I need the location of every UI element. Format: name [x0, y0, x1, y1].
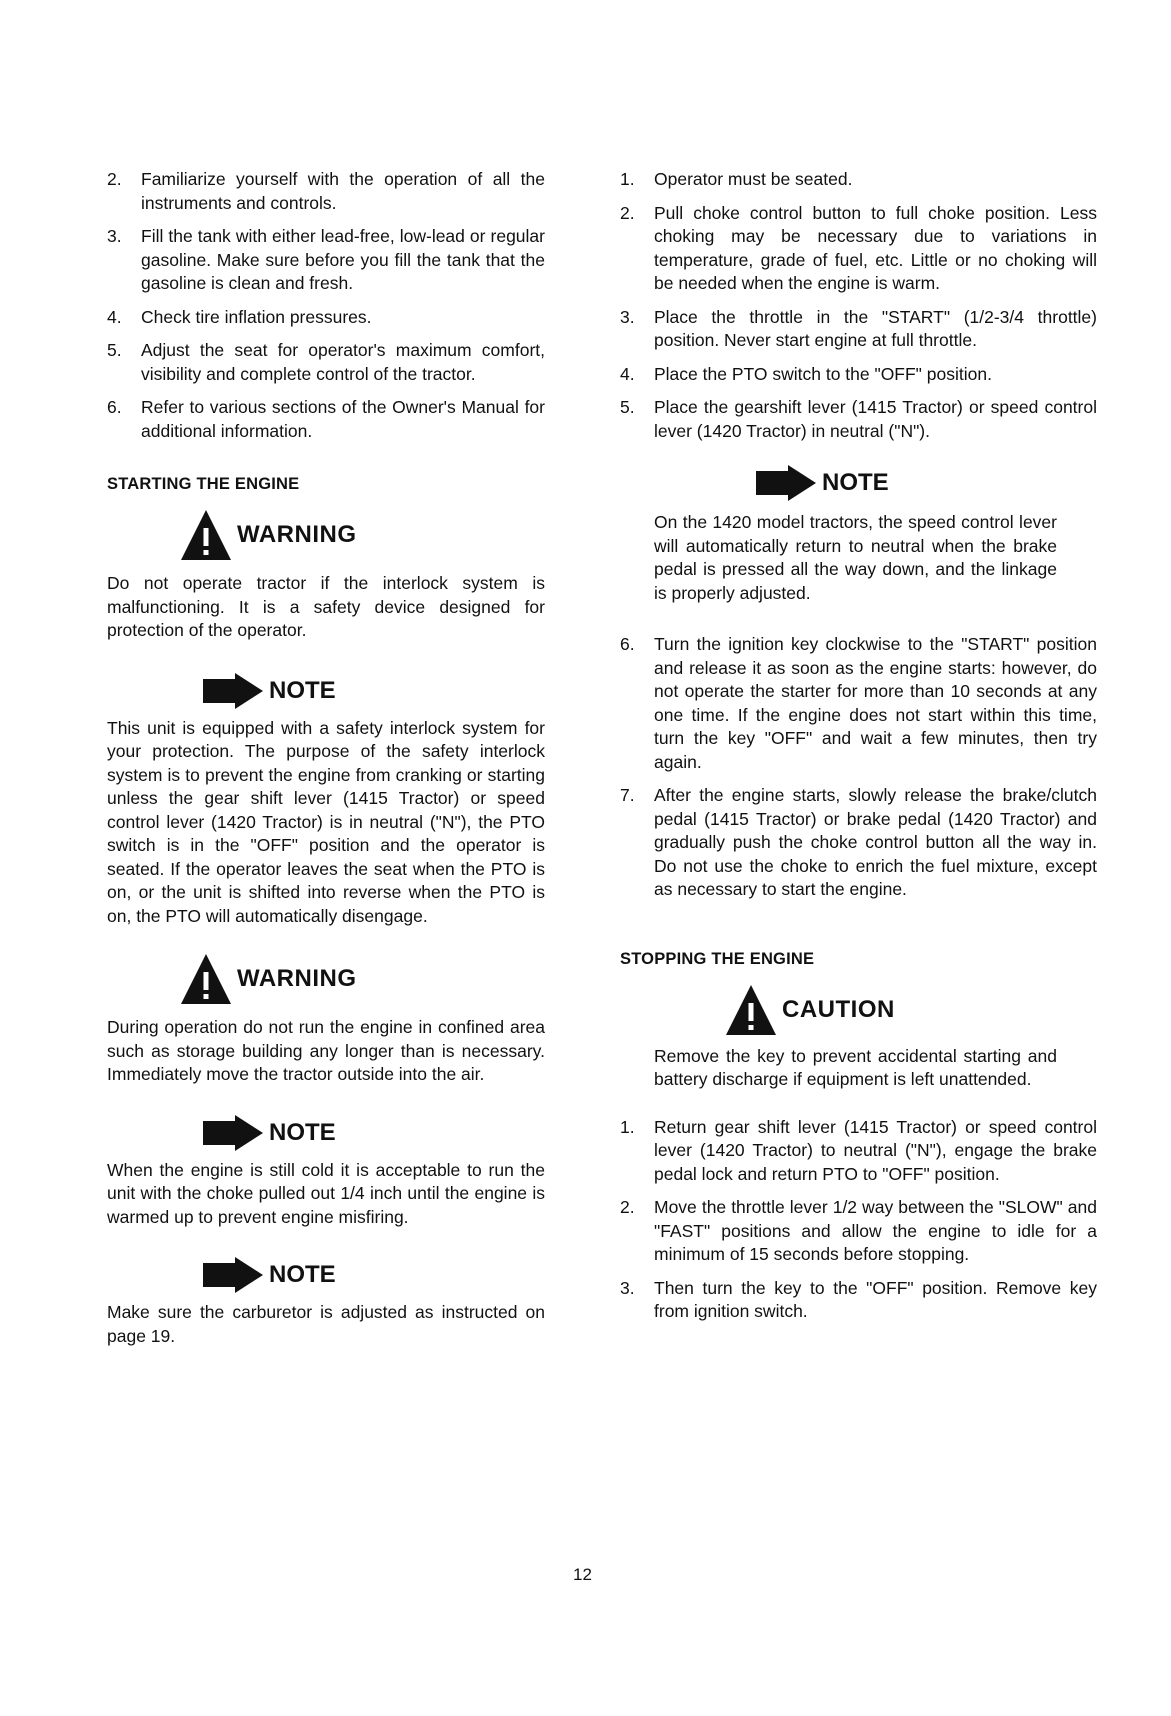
caution-text: Remove the key to prevent accidental starting and battery discharge if equipment is left unattended.: [654, 1045, 1057, 1089]
list-item: 5. Adjust the seat for operator's maximum comfort, visibility and complete control of the tractor.: [107, 340, 545, 384]
note-callout: [203, 673, 545, 709]
warning-callout: [179, 952, 545, 1006]
list-item: 3. Place the throttle in the "START" (1/2-3/4 throttle) position. Never start engine at full throttle.: [620, 306, 1097, 350]
caution-callout: [724, 983, 1097, 1037]
note-text: This unit is equipped with a safety interlock system for your protection. The purpose of the safety interlock system is to prevent the engine from cranking or starting unless the gear shift lever (1415 Tractor) or speed control lever (1420 Tractor) is in neutral ("N"), the PTO switch is in the "OFF" position and the operator is seated. If the operator leaves the seat when the PTO is on, or the unit is shifted into reverse when the PTO is on, the PTO will automatically disengage.: [107, 717, 545, 926]
note-label: NOTE: [269, 676, 336, 704]
note-callout: [203, 1115, 545, 1151]
list-item: 3. Then turn the key to the "OFF" position. Remove key from ignition switch.: [620, 1277, 1097, 1321]
list-item: 7. After the engine starts, slowly release the brake/clutch pedal (1415 Tractor) or brake pedal (1420 Tractor) and gradually push the choke control button all the way in. Do not use the choke to enrich the fuel mixture, except as necessary to start the engine.: [620, 785, 1097, 899]
caution-icon: [724, 983, 778, 1037]
list-item: 4. Check tire inflation pressures.: [107, 306, 372, 327]
prestart-list: [107, 168, 545, 443]
page-number: 12: [573, 1565, 592, 1584]
warning-icon: [179, 508, 233, 562]
starting-steps-list: [620, 168, 1097, 443]
list-item: 2. Move the throttle lever 1/2 way between the "SLOW" and "FAST" positions and allow the engine to idle for a minimum of 15 seconds before stopping.: [620, 1197, 1097, 1264]
warning-text: During operation do not run the engine in confined area such as storage building any longer than is necessary. Immediately move the tractor outside into the air.: [107, 1017, 545, 1084]
note-callout: [756, 465, 1097, 501]
warning-label: WARNING: [237, 521, 357, 548]
section-heading-stopping: STOPPING THE ENGINE: [620, 949, 815, 968]
warning-callout: [179, 508, 545, 562]
warning-label: WARNING: [237, 965, 357, 992]
stopping-steps-list: [620, 1116, 1097, 1324]
section-heading-starting: STARTING THE ENGINE: [107, 475, 300, 493]
note-text: Make sure the carburetor is adjusted as instructed on page 19.: [107, 1302, 545, 1346]
note-label: NOTE: [269, 1261, 336, 1288]
note-label: NOTE: [822, 469, 889, 496]
note-text: On the 1420 model tractors, the speed control lever will automatically return to neutral when the brake pedal is pressed all the way down, and the linkage is properly adjusted.: [654, 512, 1057, 603]
list-item: 1. Operator must be seated.: [620, 169, 853, 189]
caution-label: CAUTION: [782, 995, 895, 1023]
warning-icon: [179, 952, 233, 1006]
list-item: 6. Refer to various sections of the Owner's Manual for additional information.: [107, 397, 545, 441]
left-column: [107, 168, 545, 1348]
list-item: 2. Pull choke control button to full choke position. Less choking may be necessary due to variations in temperature, grade of fuel, etc. Little or no choking will be needed when the engine is warm.: [620, 202, 1097, 293]
arrow-right-icon: [756, 465, 816, 501]
list-item: 3. Fill the tank with either lead-free, low-lead or regular gasoline. Make sure before you fill the tank that the gasoline is clean and fresh.: [107, 226, 545, 293]
note-text: When the engine is still cold it is acceptable to run the unit with the choke pulled out 1/4 inch until the engine is warmed up to prevent engine misfiring.: [107, 1159, 545, 1227]
list-item: 4. Place the PTO switch to the "OFF" position.: [620, 363, 992, 384]
note-label: NOTE: [269, 1118, 336, 1146]
list-item: 6. Turn the ignition key clockwise to the "START" position and release it as soon as the engine starts: however, do not operate the starter for more than 10 seconds at any one time. If the engine does not start within this time, turn the key "OFF" and wait a few minutes, then try again.: [620, 634, 1097, 772]
warning-text: Do not operate tractor if the interlock system is malfunctioning. It is a safety device designed for protection of the operator.: [107, 573, 545, 640]
starting-steps-list-cont: [620, 633, 1097, 902]
arrow-right-icon: [203, 673, 263, 709]
list-item: 1. Return gear shift lever (1415 Tractor) or speed control lever (1420 Tractor) to neutral ("N"), engage the brake pedal lock and return PTO to "OFF" position.: [620, 1116, 1097, 1184]
arrow-right-icon: [203, 1115, 263, 1151]
right-column: [620, 168, 1097, 1334]
list-item: 5. Place the gearshift lever (1415 Tractor) or speed control lever (1420 Tractor) in neutral ("N").: [620, 397, 1097, 441]
arrow-right-icon: [203, 1257, 263, 1293]
note-callout: [203, 1257, 545, 1293]
list-item: 2. Familiarize yourself with the operation of all the instruments and controls.: [107, 169, 545, 213]
